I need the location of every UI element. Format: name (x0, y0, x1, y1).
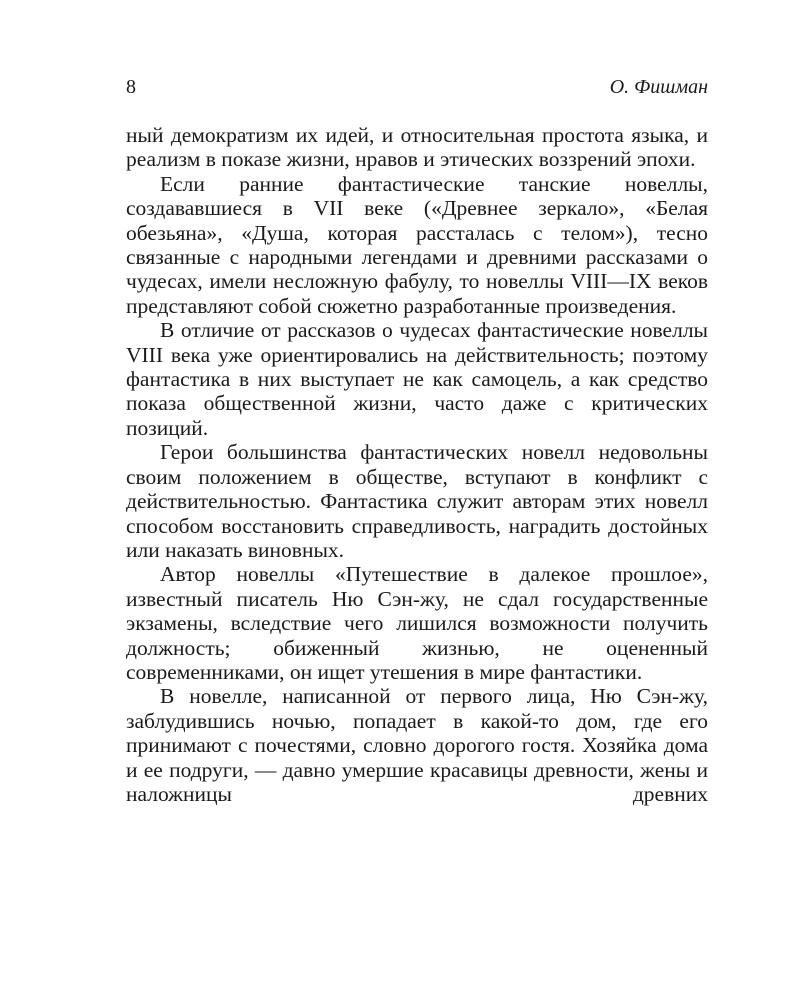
paragraph: В отличие от рассказов о чудесах фантастические новеллы VIII века уже ориентировались на действительность; поэтому фантастика в них выступает не как самоцель, а как средство показа общественной жизни, часто даже с критических позиций. (126, 318, 708, 440)
paragraph-continues-next-page: В новелле, написанной от первого лица, Ню Сэн-жу, заблудившись ночью, попадает в какой-то дом, где его принимают с почестями, словно дорогого гостя. Хозяйка дома и ее подруги, — давно умершие красавицы древности, жены и наложницы древних (126, 684, 708, 806)
running-head-author: О. Фишман (609, 76, 708, 98)
page-header (126, 72, 708, 102)
paragraph: Герои большинства фантастических новелл недовольны своим положением в обществе, вступают в конфликт с действительностью. Фантастика служит авторам этих новелл способом восстановить справедливость, наградить достойных или наказать виновных. (126, 440, 708, 562)
paragraph-continuation: ный демократизм их идей, и относительная простота языка, и реализм в показе жизни, нравов и этических воззрений эпохи. (126, 123, 708, 172)
paragraph: Автор новеллы «Путешествие в далекое прошлое», известный писатель Ню Сэн-жу, не сдал государственные экзамены, вследствие чего лишился возможности получить должность; обиженный жизнью, не оцененный современниками, он ищет утешения в мире фантастики. (126, 562, 708, 684)
body-text (126, 123, 708, 806)
page-number: 8 (126, 76, 136, 98)
paragraph: Если ранние фантастические танские новеллы, создававшиеся в VII веке («Древнее зеркало», «Белая обезьяна», «Душа, которая рассталась с телом»), тесно связанные с народными легендами и древними рассказами о чудесах, имели несложную фабулу, то новеллы VIII—IX веков представляют собой сюжетно разработанные произведения. (126, 171, 708, 318)
